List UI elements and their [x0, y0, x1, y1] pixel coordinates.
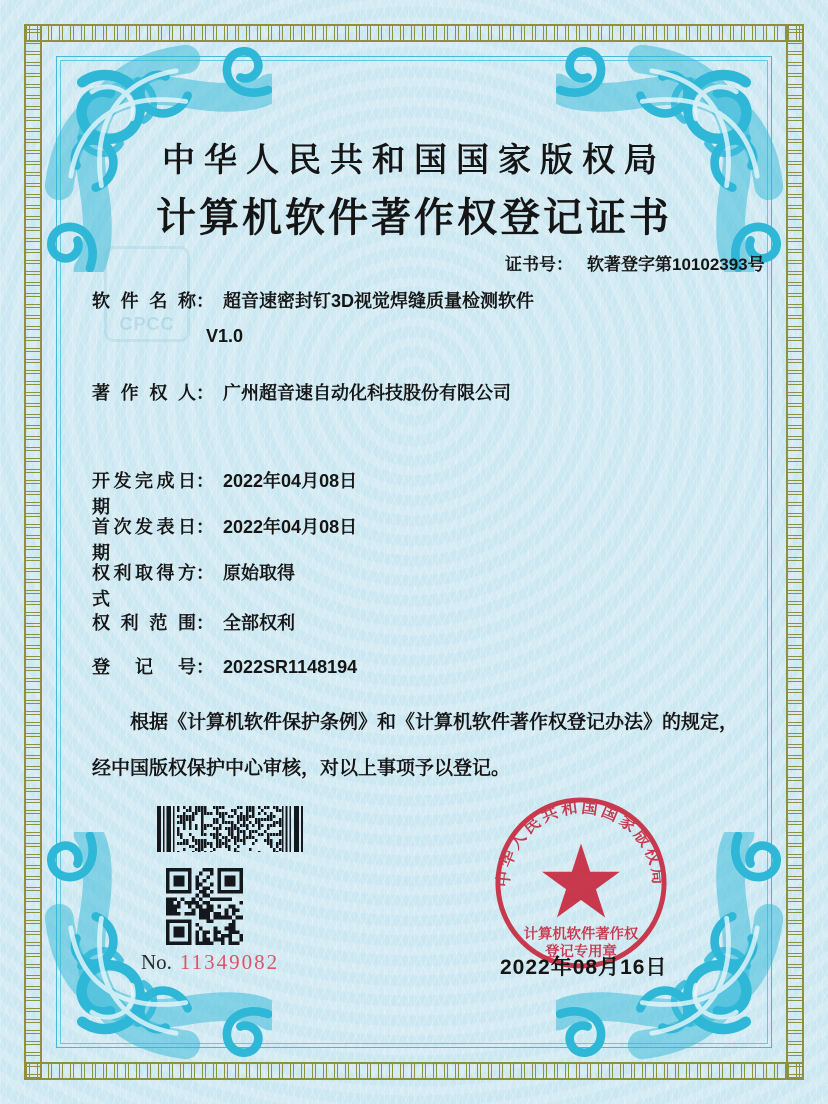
field-colon: ： [196, 657, 214, 677]
field-colon: ： [196, 563, 214, 583]
qr-code [166, 868, 243, 945]
corner-ornament-icon [42, 832, 272, 1062]
field-value: 超音速密封钉3D视觉焊缝质量检测软件 [223, 291, 535, 311]
field-colon: ： [196, 383, 214, 403]
field-colon: ： [196, 471, 214, 491]
field-row-software-name [92, 287, 534, 313]
certificate-title: 计算机软件著作权登记证书 [156, 195, 672, 240]
seal-line1: 计算机软件著作权 [523, 926, 639, 943]
field-label: 开发完成日期 [92, 471, 196, 517]
field-label: 软件名称 [92, 291, 196, 311]
certificate-number-line [505, 250, 765, 275]
field-label: 登记号 [92, 657, 196, 677]
gold-frame-right [786, 24, 804, 1080]
gold-frame-top [24, 24, 804, 42]
field-row-right-acquisition [92, 559, 295, 611]
field-colon: ： [196, 291, 214, 311]
cpcc-watermark-text: CPCC [119, 314, 175, 334]
certificate-number-value: 软著登字第10102393号 [587, 255, 765, 274]
field-value: 广州超音速自动化科技股份有限公司 [223, 383, 511, 403]
field-row-right-scope [92, 609, 295, 635]
software-version: V1.0 [206, 326, 244, 346]
gold-frame-left [24, 24, 42, 1080]
certificate-number-label: 证书号： [505, 255, 573, 274]
field-row-first-publish-date [92, 513, 357, 565]
field-value: 2022SR1148194 [223, 657, 358, 677]
field-label: 权利范围 [92, 613, 196, 633]
field-colon: ： [196, 613, 214, 633]
field-value: 全部权利 [223, 613, 295, 633]
seal-star-icon [542, 843, 620, 917]
field-row-dev-complete-date [92, 467, 357, 519]
authority-title: 中华人民共和国国家版权局 [162, 141, 666, 178]
serial-number-value: 11349082 [179, 950, 280, 974]
field-label: 权利取得方式 [92, 563, 196, 609]
field-label: 著作权人 [92, 383, 196, 403]
field-label: 首次发表日期 [92, 517, 196, 563]
issue-date: 2022年08月16日 [500, 956, 668, 979]
field-row-copyright-owner [92, 379, 511, 405]
field-value: 2022年04月08日 [223, 517, 358, 537]
registration-statement: 根据《计算机软件保护条例》和《计算机软件著作权登记办法》的规定，经中国版权保护中心审核，对以上事项予以登记。 [92, 712, 739, 779]
barcode [157, 806, 304, 852]
gold-frame-bottom [24, 1062, 804, 1080]
field-colon: ： [196, 517, 214, 537]
serial-number-line [141, 950, 279, 975]
field-row-registration-number [92, 653, 357, 679]
field-value: 原始取得 [223, 563, 295, 583]
seal-arc-text: 中华人民共和国国家版权局 [494, 798, 668, 889]
official-seal [492, 794, 670, 972]
serial-number-label: No. [141, 950, 172, 974]
field-value: 2022年04月08日 [223, 471, 358, 491]
seal-line2: 登记专用章 [545, 944, 617, 961]
